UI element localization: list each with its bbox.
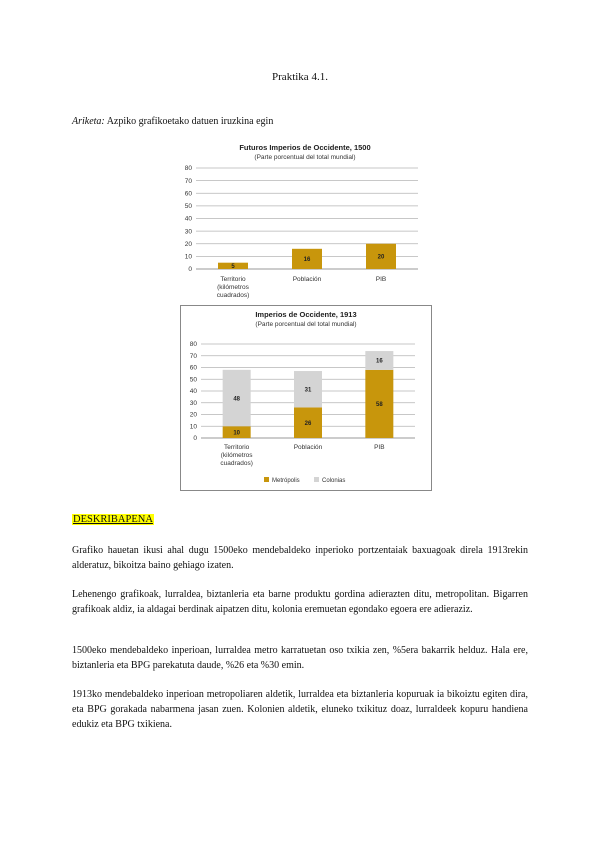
data-label: 26 bbox=[304, 420, 312, 427]
data-label: 10 bbox=[233, 430, 241, 437]
data-label: 48 bbox=[233, 396, 241, 403]
x-category-label: Población bbox=[293, 444, 323, 451]
x-category-label: (kilómetros bbox=[220, 452, 253, 459]
y-tick-label: 0 bbox=[193, 435, 197, 443]
chart-title: Imperios de Occidente, 1913 bbox=[255, 310, 357, 319]
x-category-label: Territorio bbox=[220, 276, 246, 283]
y-tick-label: 30 bbox=[189, 399, 197, 407]
legend-label: Metrópolis bbox=[272, 478, 300, 484]
legend-swatch bbox=[314, 477, 319, 482]
x-category-label: PIB bbox=[375, 276, 387, 283]
y-tick-label: 60 bbox=[184, 190, 192, 198]
y-tick-label: 60 bbox=[189, 364, 197, 372]
y-tick-label: 10 bbox=[184, 253, 192, 261]
page-title: Praktika 4.1. bbox=[272, 71, 328, 83]
y-tick-label: 50 bbox=[184, 203, 192, 211]
data-label: 20 bbox=[377, 254, 385, 261]
x-category-label: Territorio bbox=[224, 444, 250, 451]
section-heading: DESKRIBAPENA bbox=[73, 514, 153, 525]
chart-subtitle: (Parte porcentual del total mundial) bbox=[254, 154, 356, 161]
y-tick-label: 40 bbox=[189, 388, 197, 396]
paragraph-1: Grafiko hauetan ikusi ahal dugu 1500eko mendebaldeko inperioko portzentaiak baxuagoak direla 1913rekin alderatuz, bikoitza baino gehiago izaten. bbox=[72, 545, 528, 571]
paragraph-4: 1913ko mendebaldeko inperioan metropoliaren aldetik, lurraldea eta biztanleria kopuruak ia bikoiztu egiten dira, eta BPG gorakada nabarmena jasan zuen. Kolonien aldetik, eluneko txikituz doaz, lurraldeek kopuru handiena edukiz eta BPG txikiena. bbox=[72, 689, 528, 730]
legend-label: Colonias bbox=[322, 478, 346, 484]
y-tick-label: 0 bbox=[188, 266, 192, 274]
y-tick-label: 50 bbox=[189, 376, 197, 384]
chart-1913 bbox=[180, 305, 432, 491]
x-category-label: cuadrados) bbox=[216, 292, 250, 299]
data-label: 58 bbox=[375, 402, 383, 409]
x-category-label: (kilómetros bbox=[217, 284, 249, 291]
chart-1913-svg bbox=[181, 306, 431, 490]
legend-swatch bbox=[264, 477, 269, 482]
y-tick-label: 80 bbox=[184, 165, 192, 173]
data-label: 5 bbox=[231, 264, 235, 271]
x-category-label: Población bbox=[292, 276, 322, 283]
task-statement bbox=[72, 116, 273, 127]
chart-title: Futuros Imperios de Occidente, 1500 bbox=[239, 143, 371, 152]
task-label: Ariketa: bbox=[72, 116, 105, 127]
x-category-label: PIB bbox=[374, 444, 385, 451]
y-tick-label: 20 bbox=[184, 240, 192, 248]
chart-1500-svg bbox=[170, 140, 440, 305]
task-text: Azpiko grafikoetako datuen iruzkina egin bbox=[104, 116, 274, 127]
y-tick-label: 70 bbox=[189, 352, 197, 360]
y-tick-label: 40 bbox=[184, 215, 192, 223]
paragraph-3: 1500eko mendebaldeko inperioan, lurraldea metro karratuetan oso txikia zen, %5era bakarrik helduz. Hala ere, biztanleria eta BPG parekatuta daude, %26 eta %30 emin. bbox=[72, 645, 528, 671]
data-label: 16 bbox=[375, 358, 383, 365]
chart-1500 bbox=[170, 140, 440, 305]
y-tick-label: 80 bbox=[189, 341, 197, 349]
chart-subtitle: (Parte porcentual del total mundial) bbox=[255, 321, 357, 328]
data-label: 16 bbox=[303, 257, 311, 264]
x-category-label: cuadrados) bbox=[220, 460, 253, 467]
data-label: 31 bbox=[304, 387, 312, 394]
y-tick-label: 10 bbox=[189, 423, 197, 431]
y-tick-label: 20 bbox=[189, 411, 197, 419]
paragraph-2: Lehenengo grafikoak, lurraldea, biztanleria eta barne produktu gordina adierazten ditu, metropolitan. Bigarren grafikoak aldiz, ia aldagai berdinak aipatzen ditu, kolonia eremuetan egondako egoera ere adieraziz. bbox=[72, 589, 528, 615]
y-tick-label: 70 bbox=[184, 177, 192, 185]
y-tick-label: 30 bbox=[184, 228, 192, 236]
